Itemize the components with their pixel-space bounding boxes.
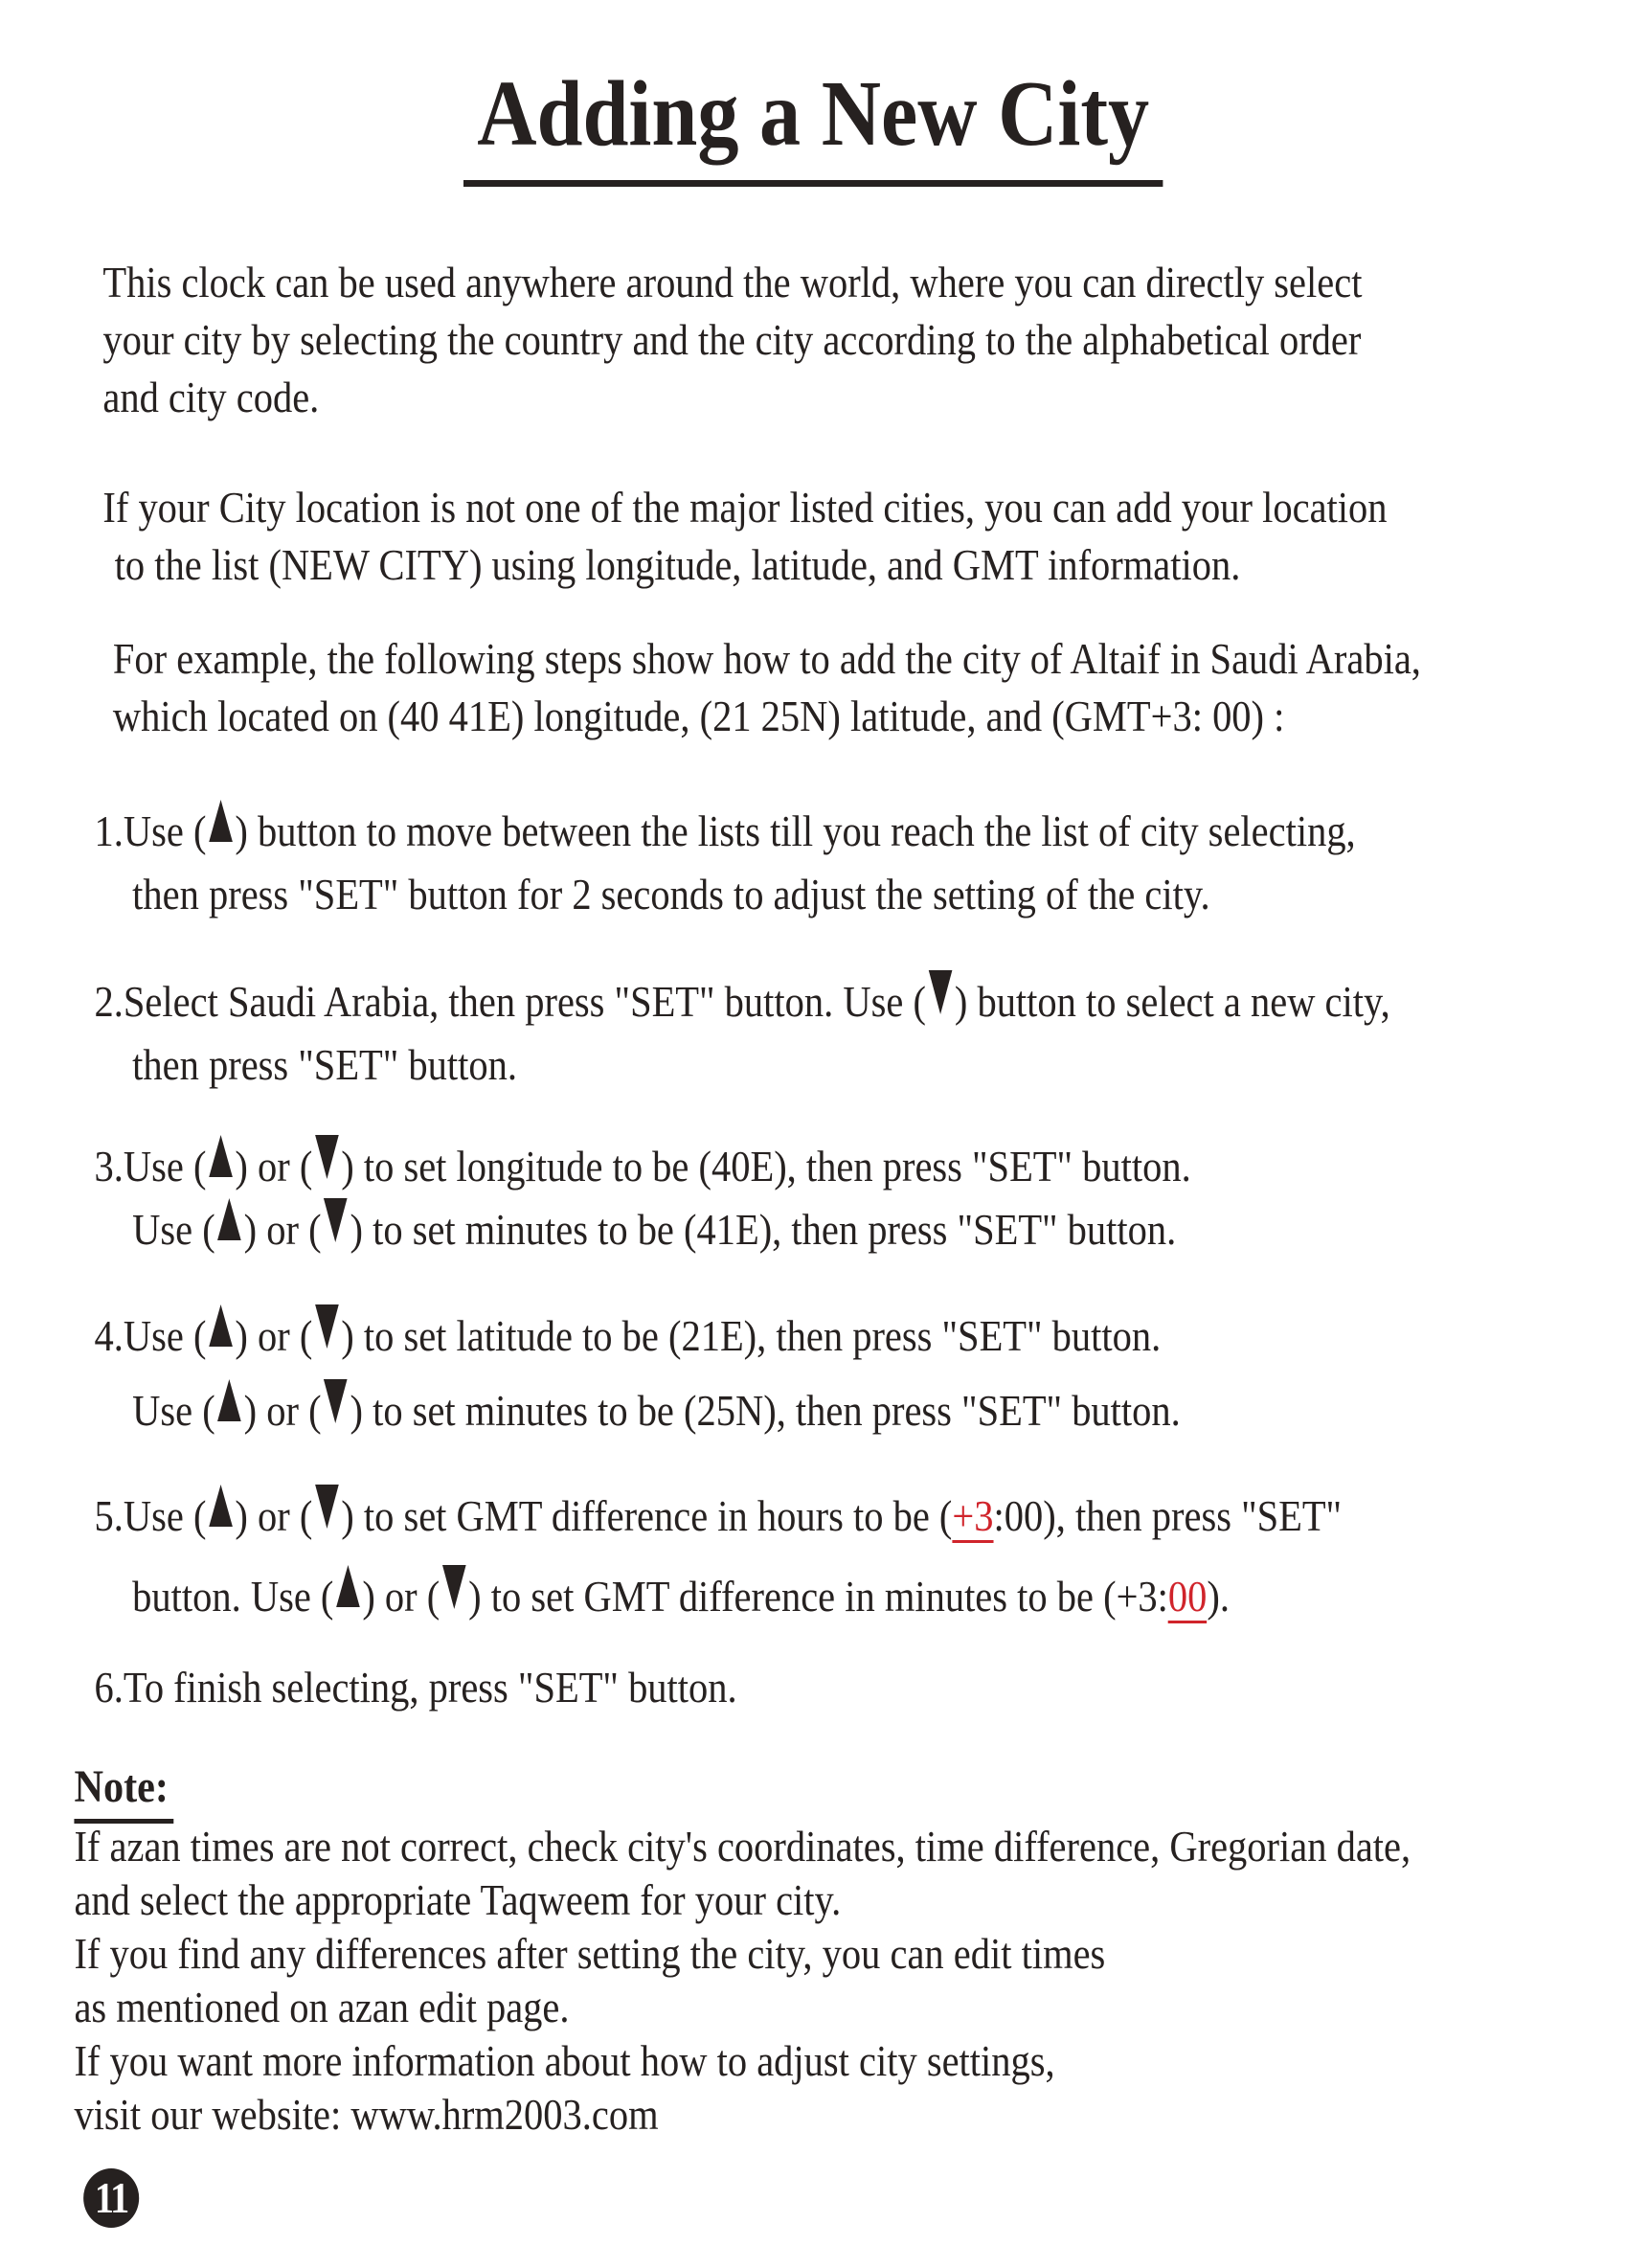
step-line	[95, 1373, 1181, 1448]
step-text: 5.Use (	[94, 1491, 207, 1540]
down-arrow-icon	[315, 1485, 339, 1529]
step-text: :00), then press "SET"	[993, 1491, 1343, 1540]
step-text: ) button to move between the lists till you reach the list of city selecting,	[235, 806, 1356, 855]
paragraph-line: your city by selecting the country and the city according to the alphabetical order	[102, 315, 1362, 364]
step-text: ) to set GMT difference in minutes to be (+3:	[468, 1572, 1168, 1621]
step-line	[95, 1135, 1191, 1198]
note-paragraph-2	[74, 1927, 1105, 2034]
gmt-hours-highlight: +3	[952, 1491, 993, 1543]
step-text: ) or (	[243, 1205, 322, 1254]
step-text: ) or (	[235, 1311, 313, 1360]
down-arrow-icon	[324, 1198, 348, 1242]
page-title	[0, 63, 1626, 187]
paragraph-line: If azan times are not correct, check city's coordinates, time difference, Gregorian date,	[74, 1822, 1411, 1871]
paragraph-line: and select the appropriate Taqweem for your city.	[74, 1875, 842, 1924]
step-text: 1.Use (	[94, 806, 207, 855]
step-line	[95, 970, 1390, 1033]
paragraph-line: If you want more information about how to adjust city settings,	[74, 2036, 1055, 2085]
down-arrow-icon	[324, 1379, 348, 1423]
step-line	[95, 1299, 1181, 1373]
up-arrow-icon	[217, 1198, 241, 1240]
up-arrow-icon	[209, 1304, 233, 1347]
step-text: button. Use (	[132, 1572, 334, 1621]
step-text: ) or (	[362, 1572, 440, 1621]
step-text: ).	[1207, 1572, 1230, 1621]
step-item-3	[95, 1135, 1191, 1261]
step-text: 3.Use (	[94, 1142, 207, 1191]
step-item-5	[95, 1476, 1343, 1637]
page-number-badge	[83, 2168, 139, 2228]
paragraph-line: This clock can be used anywhere around the world, where you can directly select	[102, 258, 1363, 306]
up-arrow-icon	[209, 800, 233, 842]
note-paragraph-3	[74, 2034, 1054, 2142]
note-heading	[74, 1760, 173, 1824]
paragraph-line: to the list (NEW CITY) using longitude, latitude, and GMT information.	[114, 540, 1241, 589]
step-text: Use (	[132, 1205, 215, 1254]
step-line	[95, 1033, 1390, 1097]
step-text: then press "SET" button for 2 seconds to adjust the setting of the city.	[132, 870, 1210, 919]
step-line	[95, 800, 1356, 863]
step-item-6	[95, 1659, 737, 1716]
step-text: Use (	[132, 1386, 215, 1435]
paragraph-line: For example, the following steps show how to add the city of Altaif in Saudi Arabia,	[112, 634, 1421, 683]
up-arrow-icon	[336, 1565, 360, 1607]
paragraph-line: and city code.	[102, 373, 320, 421]
step-text: ) or (	[243, 1386, 322, 1435]
step-line	[95, 1556, 1343, 1637]
step-text: ) to set longitude to be (40E), then press "SET" button.	[341, 1142, 1191, 1191]
down-arrow-icon	[442, 1565, 466, 1609]
gmt-minutes-highlight: 00	[1168, 1572, 1207, 1623]
step-text: ) to set minutes to be (25N), then press "SET" button.	[350, 1386, 1181, 1435]
note-paragraph-1	[74, 1820, 1411, 1927]
step-line	[95, 1198, 1191, 1261]
step-text: ) or (	[235, 1142, 313, 1191]
up-arrow-icon	[217, 1379, 241, 1421]
paragraph-line: which located on (40 41E) longitude, (21 25N) latitude, and (GMT+3: 00) :	[112, 692, 1285, 740]
step-line	[95, 863, 1356, 926]
up-arrow-icon	[209, 1135, 233, 1177]
step-text: then press "SET" button.	[132, 1040, 518, 1089]
step-text: ) to set GMT difference in hours to be (	[341, 1491, 953, 1540]
down-arrow-icon	[315, 1304, 339, 1349]
paragraph-line: If you find any differences after setting the city, you can edit times	[74, 1929, 1106, 1978]
step-item-2	[95, 970, 1390, 1097]
page-number: 11	[94, 2173, 128, 2222]
paragraph-line: If your City location is not one of the major listed cities, you can add your location	[102, 483, 1388, 532]
step-line: 6.To finish selecting, press "SET" button.	[94, 1663, 737, 1712]
paragraph-line: as mentioned on azan edit page.	[74, 1983, 570, 2031]
step-text: ) or (	[235, 1491, 313, 1540]
up-arrow-icon	[209, 1485, 233, 1527]
step-text: ) to set latitude to be (21E), then press "SET" button.	[341, 1311, 1162, 1360]
step-text: 2.Select Saudi Arabia, then press "SET" button. Use (	[94, 977, 926, 1026]
intro-paragraph-2	[102, 479, 1387, 594]
step-item-1	[95, 800, 1356, 926]
down-arrow-icon	[929, 970, 953, 1014]
step-line	[95, 1476, 1343, 1556]
step-item-4	[95, 1299, 1181, 1448]
intro-paragraph-1	[102, 254, 1362, 426]
note-heading-text: Note:	[74, 1760, 173, 1824]
down-arrow-icon	[315, 1135, 339, 1179]
step-text: 4.Use (	[94, 1311, 207, 1360]
step-text: ) button to select a new city,	[954, 977, 1390, 1026]
step-text: ) to set minutes to be (41E), then press "SET" button.	[350, 1205, 1177, 1254]
website-url: visit our website: www.hrm2003.com	[74, 2090, 659, 2139]
page-title-text: Adding a New City	[463, 63, 1163, 187]
intro-paragraph-3	[113, 630, 1421, 745]
